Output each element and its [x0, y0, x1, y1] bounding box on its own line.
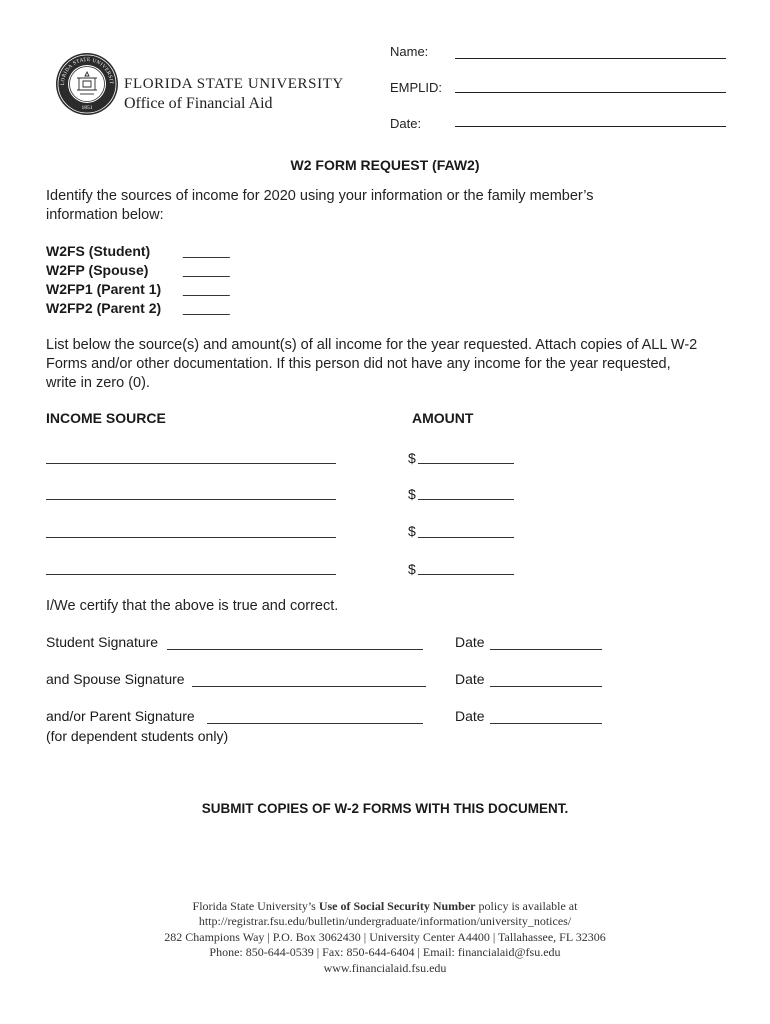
date-field[interactable]: [455, 126, 726, 127]
code-spouse: W2FP (Spouse): [46, 262, 149, 278]
seal-year: 1851: [81, 105, 93, 111]
seal-ring-text: LORIDA STATE UNIVERSIT: [59, 56, 115, 86]
student-date-field[interactable]: [490, 649, 602, 650]
instructions-line-1: List below the source(s) and amount(s) of all income for the year requested. Attach copies of ALL W-2: [46, 337, 698, 353]
amount-field-1[interactable]: [418, 463, 514, 464]
amount-field-2[interactable]: [418, 499, 514, 500]
code-parent2-blank[interactable]: ______: [183, 299, 230, 315]
amount-header: AMOUNT: [412, 410, 474, 426]
code-parent1-blank[interactable]: ______: [183, 280, 230, 296]
student-signature-label: Student Signature: [46, 634, 159, 650]
footer-policy-suffix: policy is available at: [475, 899, 578, 913]
spouse-signature-field[interactable]: [192, 686, 426, 687]
footer-policy-prefix: Florida State University’s: [192, 899, 319, 913]
emplid-label: EMPLID:: [390, 80, 443, 95]
date-label: Date:: [390, 116, 422, 131]
amount-field-3[interactable]: [418, 537, 514, 538]
dollar-sign: $: [408, 523, 416, 539]
submit-notice: SUBMIT COPIES OF W-2 FORMS WITH THIS DOCUMENT.: [201, 801, 569, 816]
university-name: FLORIDA STATE UNIVERSITY: [124, 76, 344, 92]
dollar-sign: $: [408, 450, 416, 466]
name-field[interactable]: [455, 58, 726, 59]
spouse-signature-label: and Spouse Signature: [46, 671, 185, 687]
instructions-line-2: Forms and/or other documentation. If this person did not have any income for the year requested,: [46, 356, 671, 372]
dollar-sign: $: [408, 561, 416, 577]
parent-date-label: Date: [455, 708, 485, 724]
code-parent1: W2FP1 (Parent 1): [46, 281, 162, 297]
code-spouse-blank[interactable]: ______: [183, 261, 230, 277]
parent-signature-label: and/or Parent Signature: [46, 708, 195, 724]
student-signature-field[interactable]: [167, 649, 423, 650]
income-source-field-4[interactable]: [46, 574, 336, 575]
form-title: W2 FORM REQUEST (FAW2): [290, 157, 480, 173]
intro-line-2: information below:: [46, 207, 164, 223]
footer-website[interactable]: www.financialaid.fsu.edu: [323, 961, 447, 975]
amount-field-4[interactable]: [418, 574, 514, 575]
code-parent2: W2FP2 (Parent 2): [46, 300, 162, 316]
spouse-date-label: Date: [455, 671, 485, 687]
parent-date-field[interactable]: [490, 723, 602, 724]
code-student: W2FS (Student): [46, 243, 151, 259]
income-source-header: INCOME SOURCE: [46, 410, 166, 426]
student-date-label: Date: [455, 634, 485, 650]
instructions-line-3: write in zero (0).: [46, 375, 150, 391]
income-source-field-1[interactable]: [46, 463, 336, 464]
income-source-field-2[interactable]: [46, 499, 336, 500]
footer-policy: [0, 899, 770, 915]
code-student-blank[interactable]: ______: [183, 242, 230, 258]
parent-signature-note: (for dependent students only): [46, 728, 229, 744]
dollar-sign: $: [408, 486, 416, 502]
name-label: Name:: [390, 44, 429, 59]
footer-policy-url[interactable]: http://registrar.fsu.edu/bulletin/undergraduate/information/university_notices/: [198, 914, 572, 928]
office-name: Office of Financial Aid: [124, 95, 273, 112]
certify-statement: I/We certify that the above is true and correct.: [46, 598, 339, 614]
spouse-date-field[interactable]: [490, 686, 602, 687]
footer-policy-title: Use of Social Security Number: [318, 899, 476, 913]
emplid-field[interactable]: [455, 92, 726, 93]
fsu-seal-logo: [55, 52, 119, 116]
parent-signature-field[interactable]: [207, 723, 423, 724]
footer-contact: Phone: 850-644-0539 | Fax: 850-644-6404 | Email: financialaid@fsu.edu: [209, 945, 561, 959]
income-source-field-3[interactable]: [46, 537, 336, 538]
intro-line-1: Identify the sources of income for 2020 using your information or the family member’s: [46, 188, 594, 204]
footer-address: 282 Champions Way | P.O. Box 3062430 | University Center A4400 | Tallahassee, FL 32306: [164, 930, 606, 944]
